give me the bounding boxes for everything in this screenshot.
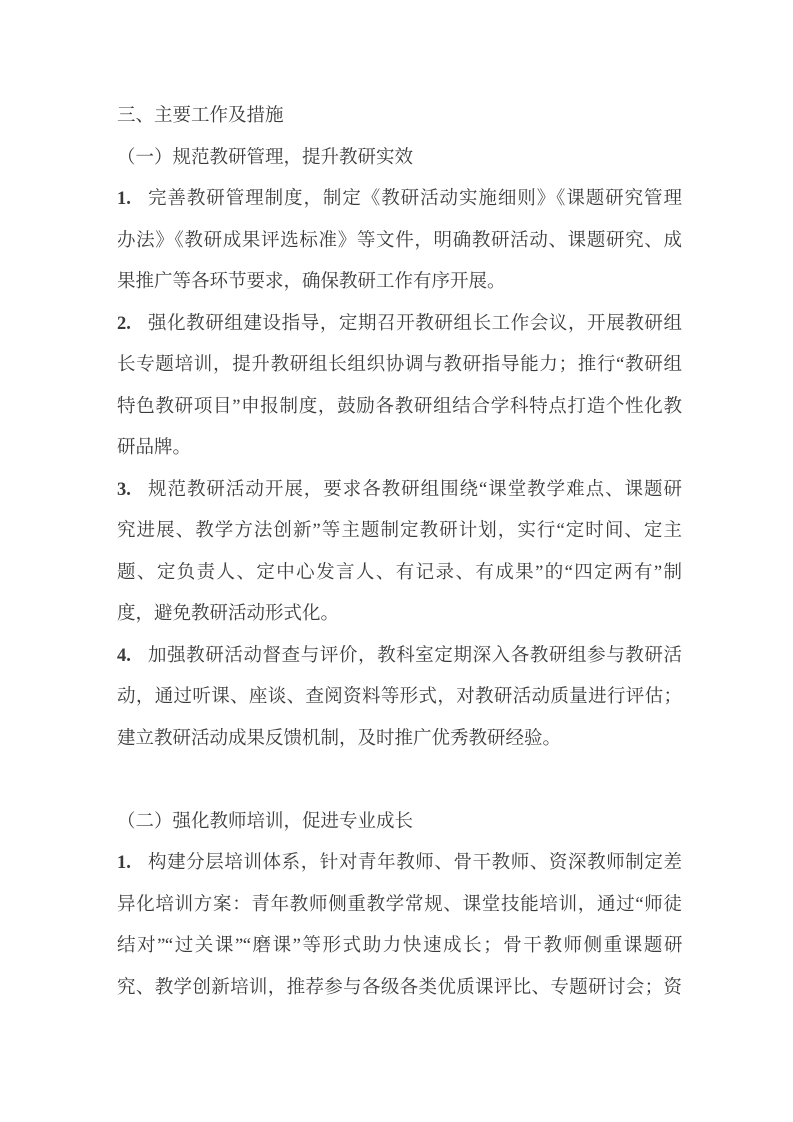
text-line: 异化培训方案：青年教师侧重教学常规、课堂技能培训，通过“师徒 (117, 894, 682, 915)
subsection-heading-2: （二）强化教师培训，促进专业成长 (117, 811, 414, 832)
text-line: 结对”“过关课”“磨课”等形式助力快速成长；骨干教师侧重课题研 (117, 936, 682, 956)
list-item-line (117, 470, 682, 512)
list-item-line (117, 304, 682, 346)
text-line: 完善教研管理制度，制定《教研活动实施细则》《课题研究管理 (148, 189, 682, 209)
text-line: 加强教研活动督查与评价，教科室定期深入各教研组参与教研活 (148, 645, 682, 666)
text-line: 规范教研活动开展，要求各教研组围绕“课堂教学难点、课题研 (148, 479, 682, 500)
list-number: 1. (117, 853, 131, 873)
section-heading: 三、主要工作及措施 (117, 106, 284, 126)
text-line: 长专题培训，提升教研组长组织协调与教研指导能力；推行“教研组 (117, 355, 682, 375)
text-line: 建立教研活动成果反馈机制，及时推广优秀教研经验。 (117, 728, 562, 749)
text-line: 研品牌。 (117, 438, 192, 458)
list-number: 3. (117, 479, 131, 500)
text-line: 构建分层培训体系，针对青年教师、骨干教师、资深教师制定差 (148, 853, 682, 873)
text-line: 题、定负责人、定中心发言人、有记录、有成果”的“四定两有”制 (117, 562, 682, 583)
text-line: 究进展、教学方法创新”等主题制定教研计划，实行“定时间、定主 (117, 521, 682, 541)
list-number: 4. (117, 645, 131, 666)
list-item-line (117, 179, 682, 221)
list-number: 1. (117, 189, 131, 209)
list-item-line (117, 843, 682, 885)
text-line: 果推广等各环节要求，确保教研工作有序开展。 (117, 272, 506, 292)
list-item-line (117, 636, 682, 678)
text-line: 动，通过听课、座谈、查阅资料等形式，对教研活动质量进行评估； (117, 687, 682, 707)
blank-line (117, 760, 682, 802)
list-number: 2. (117, 313, 131, 334)
text-line: 究、教学创新培训，推荐参与各级各类优质课评比、专题研讨会；资 (117, 977, 682, 998)
subsection-heading-1: （一）规范教研管理，提升教研实效 (117, 147, 414, 168)
page-content (117, 96, 682, 1009)
text-line: 强化教研组建设指导，定期召开教研组长工作会议，开展教研组 (148, 313, 682, 334)
text-line: 特色教研项目”申报制度，鼓励各教研组结合学科特点打造个性化教 (117, 396, 682, 417)
text-line: 度，避免教研活动形式化。 (117, 604, 340, 624)
text-line: 办法》《教研成果评选标准》等文件，明确教研活动、课题研究、成 (117, 230, 682, 251)
